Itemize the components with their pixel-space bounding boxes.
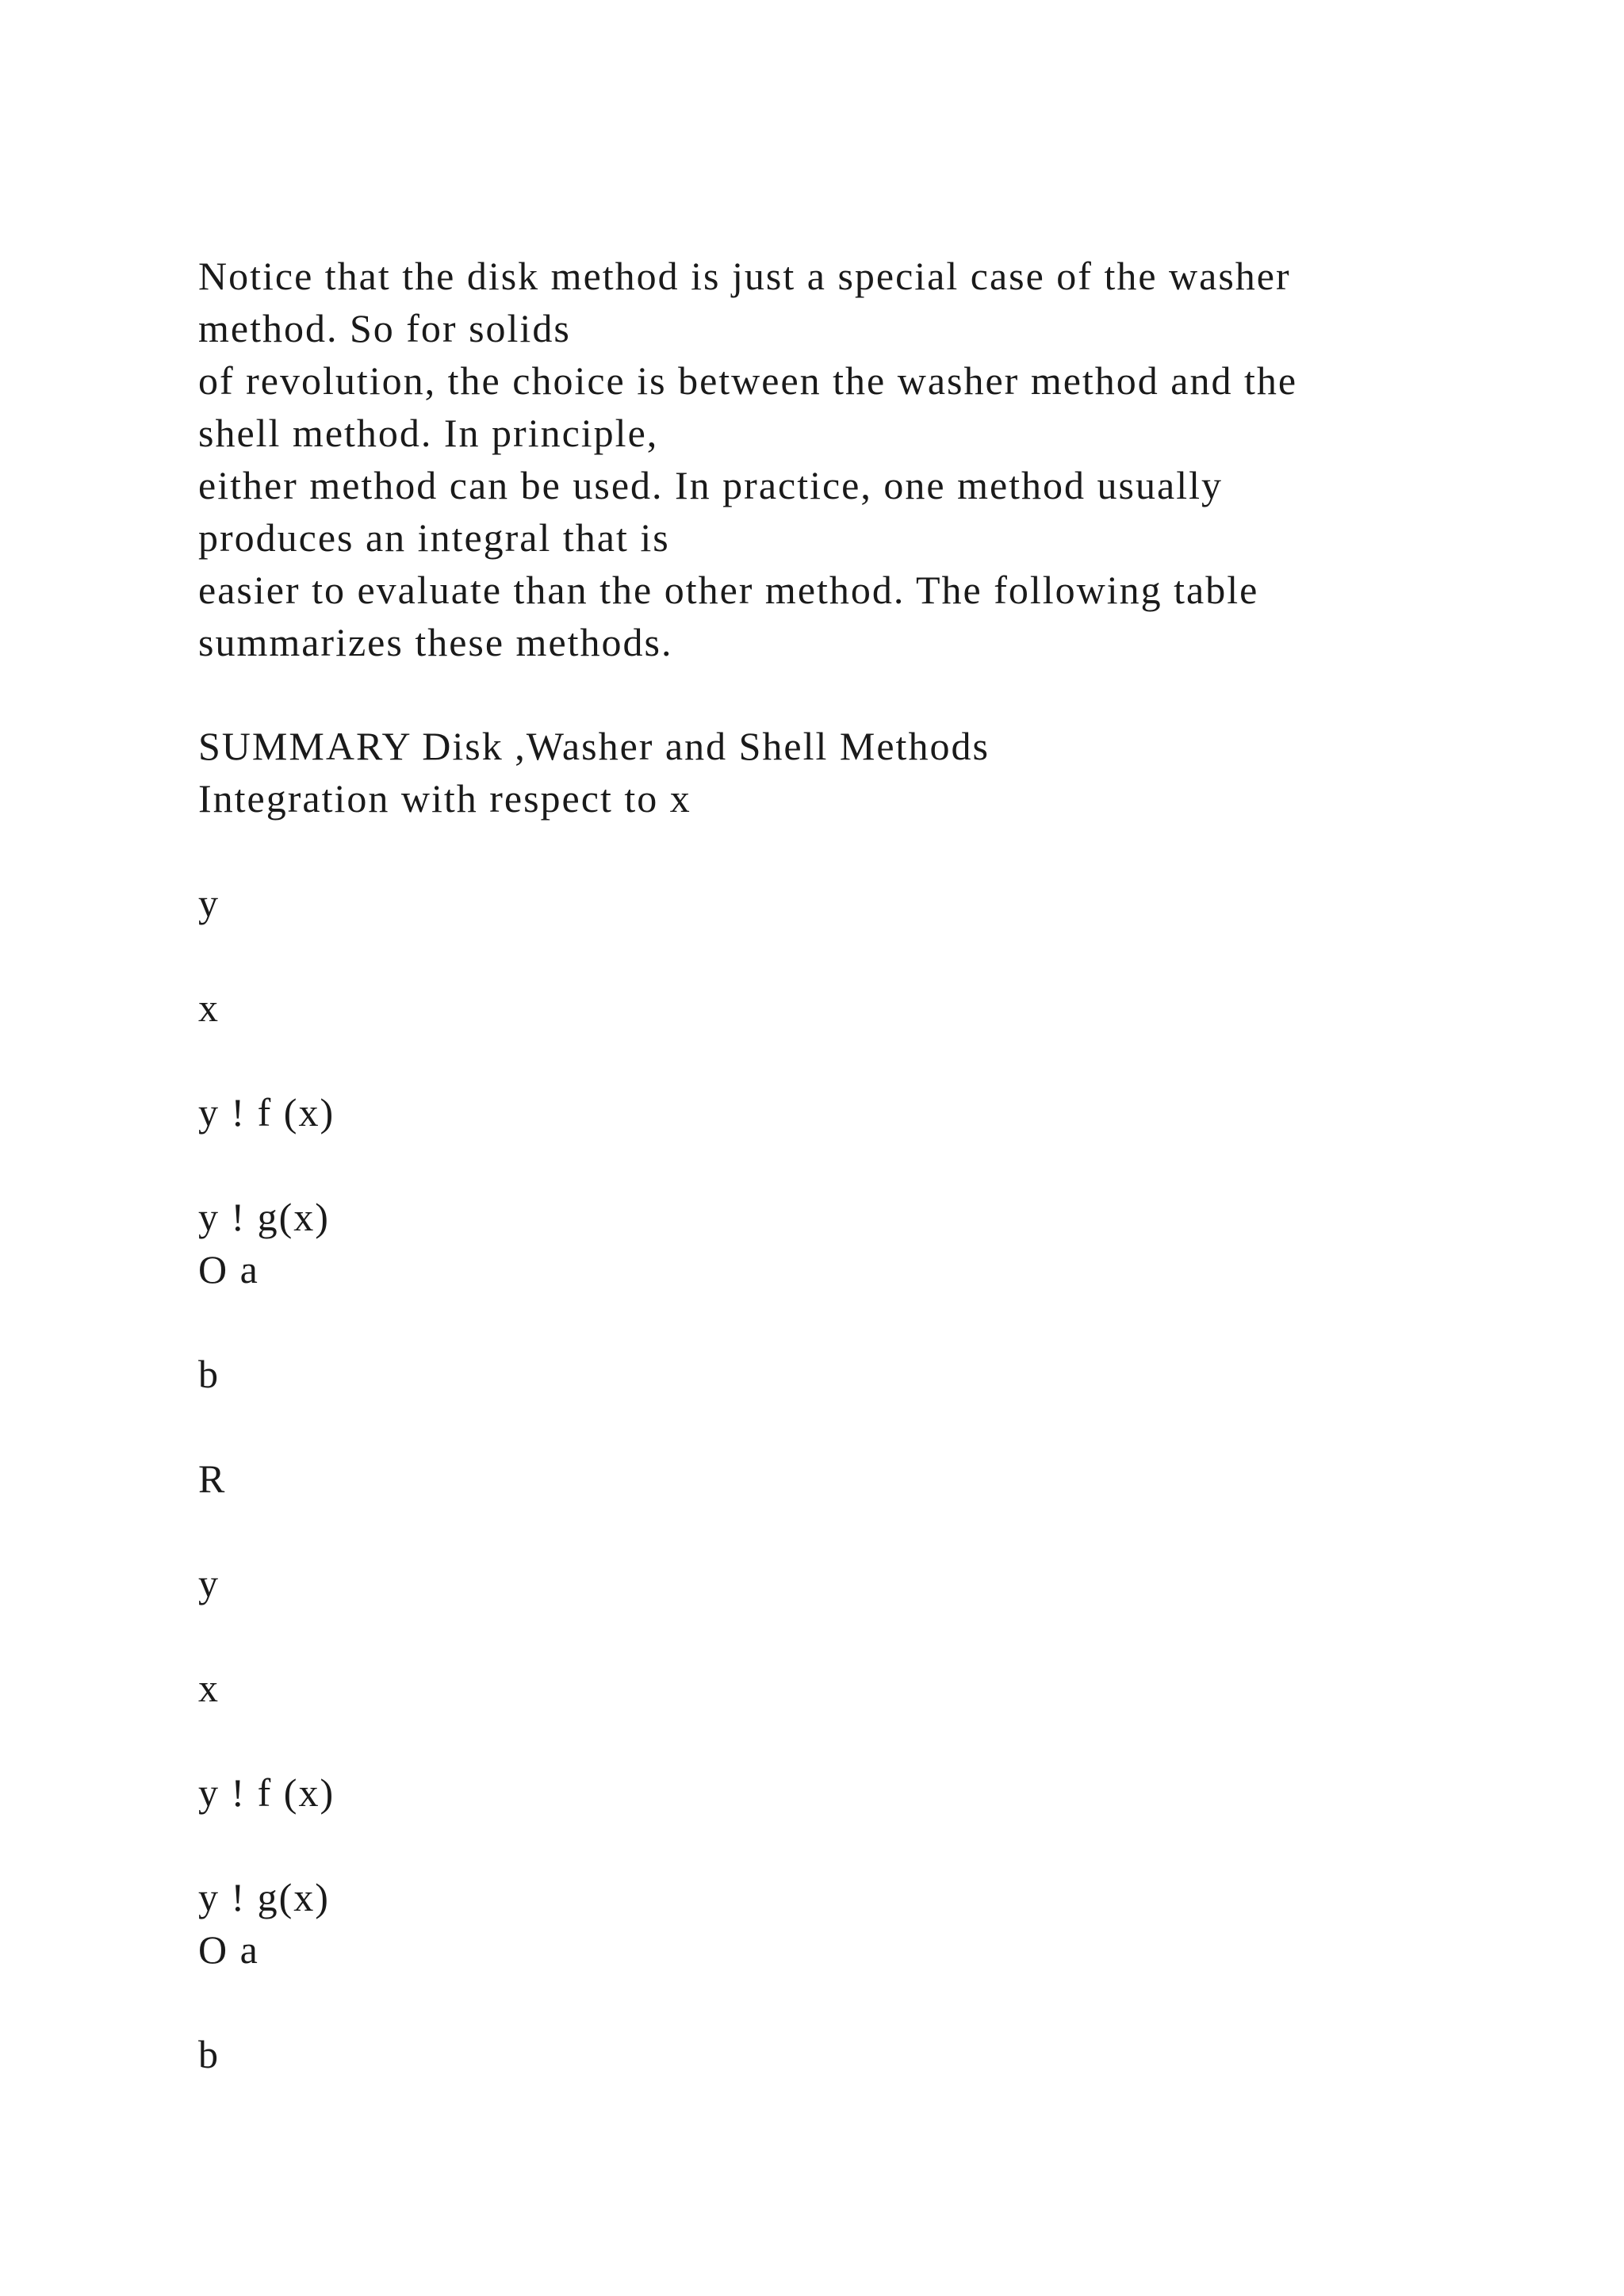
intro-line-1: Notice that the disk method is just a special case of the washer	[198, 254, 1291, 298]
intro-line-4: shell method. In principle,	[198, 411, 659, 455]
figure-2-origin-a-label: O a	[198, 1927, 259, 1972]
figure-1-region-label: R	[198, 1456, 227, 1501]
figure-2-b-label: b	[198, 2032, 220, 2076]
summary-title: SUMMARY Disk ,Washer and Shell Methods	[198, 724, 990, 768]
figure-2-y-axis-label: y	[198, 1561, 220, 1605]
figure-1-f-curve-label: y ! f (x)	[198, 1090, 335, 1135]
intro-line-3: of revolution, the choice is between the washer method and the	[198, 358, 1298, 403]
intro-line-6: produces an integral that is	[198, 515, 670, 560]
figure-1-y-axis-label: y	[198, 881, 220, 925]
intro-line-2: method. So for solids	[198, 306, 571, 350]
intro-line-5: either method can be used. In practice, one method usually	[198, 463, 1223, 507]
figure-1-x-axis-label: x	[198, 985, 220, 1030]
figure-2-g-curve-label: y ! g(x)	[198, 1875, 330, 1919]
figure-2-f-curve-label: y ! f (x)	[198, 1770, 335, 1815]
figure-1-origin-a-label: O a	[198, 1247, 259, 1292]
figure-1-g-curve-label: y ! g(x)	[198, 1195, 330, 1239]
figure-1-b-label: b	[198, 1352, 220, 1396]
intro-line-8: summarizes these methods.	[198, 620, 673, 664]
summary-subtitle: Integration with respect to x	[198, 776, 691, 821]
intro-line-7: easier to evaluate than the other method. The following table	[198, 568, 1259, 612]
figure-2-x-axis-label: x	[198, 1666, 220, 1710]
